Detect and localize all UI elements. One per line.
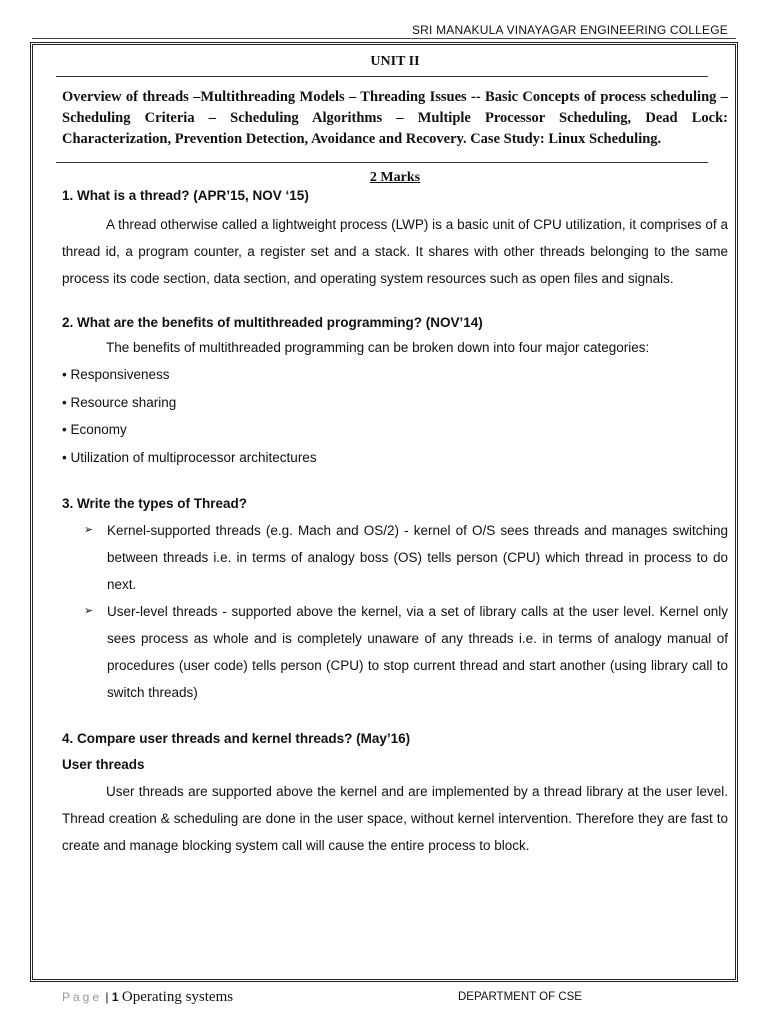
question-3 (62, 495, 728, 706)
page-number: 1 (111, 990, 119, 1004)
benefit-item: • Economy (62, 422, 127, 437)
question-3-title: 3. Write the types of Thread? (62, 496, 248, 511)
header-rule (32, 38, 736, 39)
question-4-title: 4. Compare user threads and kernel threads? (May’16) (62, 731, 411, 746)
thread-type-item (62, 598, 728, 706)
title-divider (56, 76, 708, 77)
user-threads-answer: User threads are supported above the kernel and are implemented by a thread library at the user level. Thread creation & scheduling are done in the user space, without kernel intervention. Therefore they are fast to create and manage blocking system call will cause the entire process to block. (62, 784, 728, 853)
unit-title: UNIT II (370, 54, 420, 69)
thread-type-text: User-level threads - supported above the kernel, via a set of library calls at the user level. Kernel only sees process as whole and is completely unaware of any threads i.e. in terms of analogy manual of procedures (user code) tells person (CPU) to stop current thread and start another (using library call to switch threads) (107, 604, 728, 700)
question-4 (62, 730, 728, 859)
question-1-title: 1. What is a thread? (APR’15, NOV ‘15) (62, 188, 309, 203)
user-threads-heading: User threads (62, 757, 145, 772)
benefit-item: • Resource sharing (62, 394, 177, 410)
marks-heading: 2 Marks (369, 170, 421, 185)
arrow-bullet-icon: ➢ (84, 605, 94, 617)
thread-type-item (62, 517, 728, 598)
question-2-intro: The benefits of multithreaded programming can be broken down into four major categories: (106, 340, 650, 355)
syllabus-overview: Overview of threads –Multithreading Models – Threading Issues -- Basic Concepts of process scheduling – Scheduling Criteria – Scheduling Algorithms – Multiple Processor Scheduling, Dead Lock: Characterization, Prevention Detection, Avoidance and Recovery. Case Study: Linux Scheduling. (62, 89, 728, 147)
page-label: Page (62, 990, 103, 1004)
thread-type-text: Kernel-supported threads (e.g. Mach and OS/2) - kernel of O/S sees threads and manages switching between threads i.e. in terms of analogy boss (OS) tells person (CPU) which thread in process to do next. (107, 523, 728, 592)
footer-separator: | (102, 990, 112, 1004)
question-1 (62, 187, 728, 292)
spacer (62, 706, 728, 724)
spacer (62, 292, 728, 310)
arrow-bullet-icon: ➢ (84, 524, 94, 536)
benefit-item: • Responsiveness (62, 367, 170, 382)
overview-divider (56, 162, 708, 163)
page-content (62, 52, 728, 859)
benefit-item: • Utilization of multiprocessor architectures (62, 449, 317, 465)
spacer (62, 471, 728, 489)
question-1-answer: A thread otherwise called a lightweight process (LWP) is a basic unit of CPU utilization, it comprises of a thread id, a program counter, a register set and a stack. It shares with other threads belonging to the same process its code section, data section, and operating system resources such as open files and signals. (62, 217, 728, 286)
department-label: DEPARTMENT OF CSE (458, 991, 582, 1003)
question-2 (62, 314, 728, 471)
subject-name: Operating systems (121, 989, 234, 1005)
page-footer (62, 989, 233, 1006)
college-name-header: SRI MANAKULA VINAYAGAR ENGINEERING COLLEGE (411, 23, 728, 37)
question-2-title: 2. What are the benefits of multithreaded programming? (NOV’14) (62, 315, 483, 330)
